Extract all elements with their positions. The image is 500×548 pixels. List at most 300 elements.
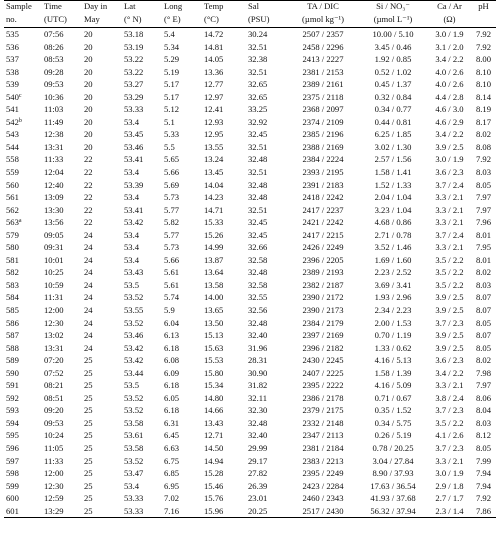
- cell-day-text: 22: [84, 166, 93, 177]
- cell-sal-text: 32.65: [248, 91, 268, 102]
- cell-day: [82, 354, 122, 367]
- cell-lat-text: 53.33: [124, 493, 144, 504]
- cell-long-text: 6.18: [164, 342, 180, 353]
- cell-sample: [4, 492, 42, 505]
- cell-ca-ar-text: 3.1 / 2.0: [435, 41, 464, 52]
- cell-long: [162, 317, 202, 330]
- cell-lat-text: 53.46: [124, 330, 144, 341]
- cell-sal-text: 32.40: [248, 430, 268, 441]
- table-row: [4, 254, 496, 267]
- cell-sal: [246, 229, 288, 242]
- cell-sample-text: 541: [6, 104, 19, 115]
- cell-temp-text: 15.46: [204, 480, 224, 491]
- cell-temp: [202, 379, 246, 392]
- cell-si-no3-text: 0.45 / 1.37: [374, 79, 412, 90]
- cell-sample-text: 579: [6, 229, 19, 240]
- cell-sample-text: 558: [6, 154, 19, 165]
- cell-time-text: 09:20: [44, 405, 64, 416]
- cell-sal-text: 32.51: [248, 141, 268, 152]
- cell-temp: [202, 430, 246, 443]
- cell-long: [162, 467, 202, 480]
- table-row: [4, 179, 496, 192]
- cell-day-text: 25: [84, 367, 93, 378]
- cell-sal: [246, 216, 288, 229]
- cell-lat-text: 53.58: [124, 417, 144, 428]
- cell-sample-text: 590: [6, 367, 19, 378]
- cell-ca-ar-text: 4.4 / 2.8: [435, 91, 464, 102]
- cell-lat-text: 53.42: [124, 355, 144, 366]
- cell-temp-text: 15.80: [204, 367, 224, 378]
- cell-day: [82, 467, 122, 480]
- cell-day-text: 24: [84, 242, 93, 253]
- cell-si-no3-text: 2.57 / 1.56: [374, 154, 412, 165]
- cell-lat-text: 53.42: [124, 342, 144, 353]
- cell-sal: [246, 317, 288, 330]
- cell-ca-ar: [428, 279, 471, 292]
- cell-sal: [246, 66, 288, 79]
- col-header-ca-ar: Ca / Ar: [428, 1, 471, 15]
- cell-ta-dic-text: 2393 / 2195: [302, 166, 344, 177]
- cell-time: [42, 128, 82, 141]
- cell-time-text: 13:29: [44, 505, 64, 516]
- cell-ta-dic-text: 2417 / 2215: [302, 229, 344, 240]
- cell-lat: [122, 442, 162, 455]
- cell-time-text: 13:56: [44, 217, 64, 228]
- cell-long: [162, 430, 202, 443]
- cell-sal: [246, 467, 288, 480]
- cell-sample: [4, 53, 42, 66]
- cell-lat-text: 53.4: [124, 229, 140, 240]
- cell-lat: [122, 78, 162, 91]
- cell-day-text: 25: [84, 430, 93, 441]
- cell-ca-ar: [428, 28, 471, 41]
- cell-ph-text: 8.02: [475, 355, 492, 366]
- table-header: [4, 1, 496, 28]
- cell-sal-text: 32.66: [248, 242, 268, 253]
- cell-si-no3: [358, 229, 428, 242]
- cell-ta-dic: [288, 141, 358, 154]
- col-header-ta-dic: TA / DIC: [288, 1, 358, 15]
- cell-long-text: 6.18: [164, 405, 180, 416]
- cell-ph: [471, 404, 496, 417]
- cell-lat-text: 53.41: [124, 204, 144, 215]
- cell-ph-text: 7.92: [475, 28, 492, 39]
- cell-ta-dic-text: 2517 / 2430: [302, 505, 344, 516]
- cell-day: [82, 342, 122, 355]
- cell-sample-text: 591: [6, 380, 19, 391]
- cell-lat: [122, 304, 162, 317]
- cell-ta-dic: [288, 354, 358, 367]
- cell-ph: [471, 53, 496, 66]
- cell-ca-ar-text: 3.3 / 2.1: [435, 242, 464, 253]
- table-row: [4, 53, 496, 66]
- cell-si-no3-text: 1.33 / 0.62: [374, 342, 412, 353]
- cell-sal: [246, 241, 288, 254]
- cell-day-text: 24: [84, 254, 93, 265]
- cell-temp: [202, 216, 246, 229]
- cell-day: [82, 404, 122, 417]
- cell-long: [162, 480, 202, 493]
- cell-time-text: 08:53: [44, 54, 64, 65]
- cell-sample-text: 536: [6, 41, 19, 52]
- cell-temp: [202, 191, 246, 204]
- cell-lat: [122, 279, 162, 292]
- cell-si-no3-text: 2.34 / 2.23: [374, 305, 412, 315]
- cell-sample-text: 542: [6, 116, 19, 127]
- cell-sample-text: 582: [6, 267, 19, 278]
- cell-ta-dic: [288, 241, 358, 254]
- cell-ph: [471, 78, 496, 91]
- cell-lat: [122, 53, 162, 66]
- col-header-lat: Lat: [122, 1, 162, 15]
- cell-si-no3-text: 1.58 / 1.39: [374, 367, 412, 378]
- cell-si-no3-text: 1.52 / 1.33: [374, 179, 412, 190]
- cell-ca-ar-text: 3.7 / 2.4: [435, 179, 464, 190]
- cell-long-text: 5.4: [164, 28, 175, 39]
- cell-day-text: 25: [84, 505, 93, 516]
- cell-ph: [471, 229, 496, 242]
- cell-sample-text: 588: [6, 342, 19, 353]
- cell-sample-text: 584: [6, 292, 19, 303]
- cell-time: [42, 354, 82, 367]
- cell-si-no3: [358, 455, 428, 468]
- table-body: [4, 28, 496, 518]
- cell-sal-text: 32.51: [248, 166, 268, 177]
- cell-sample: [4, 455, 42, 468]
- cell-ta-dic: [288, 28, 358, 41]
- cell-lat: [122, 229, 162, 242]
- cell-ca-ar-text: 3.6 / 2.3: [435, 355, 464, 366]
- cell-lat-text: 53.19: [124, 41, 144, 52]
- cell-sal: [246, 166, 288, 179]
- cell-temp-text: 14.04: [204, 179, 224, 190]
- cell-long: [162, 279, 202, 292]
- cell-sal: [246, 78, 288, 91]
- cell-ph-text: 8.07: [475, 330, 492, 341]
- cell-temp-text: 14.50: [204, 443, 224, 454]
- cell-time: [42, 179, 82, 192]
- cell-lat: [122, 467, 162, 480]
- table-row: [4, 291, 496, 304]
- cell-day: [82, 254, 122, 267]
- cell-day-text: 24: [84, 279, 93, 290]
- cell-temp-text: 13.58: [204, 279, 224, 290]
- cell-si-no3: [358, 266, 428, 279]
- col-header-long: Long: [162, 1, 202, 15]
- cell-lat: [122, 317, 162, 330]
- cell-long: [162, 216, 202, 229]
- cell-time: [42, 216, 82, 229]
- cell-si-no3-text: 3.02 / 1.30: [374, 141, 412, 152]
- cell-long-text: 6.31: [164, 417, 180, 428]
- cell-day-text: 24: [84, 330, 93, 341]
- cell-ta-dic-text: 2388 / 2169: [302, 141, 344, 152]
- cell-ca-ar-text: 2.7 / 1.7: [435, 493, 464, 504]
- table-row: [4, 204, 496, 217]
- cell-ph: [471, 216, 496, 229]
- cell-ta-dic: [288, 153, 358, 166]
- cell-long-text: 5.29: [164, 54, 180, 65]
- cell-time: [42, 291, 82, 304]
- cell-ph-text: 7.94: [475, 468, 492, 479]
- cell-time-text: 11:31: [44, 292, 64, 303]
- cell-sample: [4, 329, 42, 342]
- cell-sal: [246, 116, 288, 129]
- cell-sal-text: 32.48: [248, 267, 268, 278]
- cell-ph: [471, 367, 496, 380]
- cell-ta-dic: [288, 492, 358, 505]
- cell-sample: [4, 291, 42, 304]
- cell-ph-text: 7.86: [475, 505, 492, 516]
- cell-sal-text: 32.65: [248, 79, 268, 90]
- cell-time: [42, 266, 82, 279]
- cell-si-no3-text: 1.93 / 2.96: [374, 292, 412, 303]
- cell-long-text: 5.61: [164, 279, 180, 290]
- cell-ph-text: 8.05: [475, 317, 492, 328]
- cell-lat-text: 53.4: [124, 254, 140, 265]
- cell-sample: [4, 166, 42, 179]
- cell-time: [42, 116, 82, 129]
- cell-time-text: 07:52: [44, 367, 64, 378]
- cell-ta-dic: [288, 342, 358, 355]
- cell-sal: [246, 28, 288, 41]
- cell-si-no3-text: 0.35 / 1.52: [374, 405, 412, 416]
- cell-day: [82, 66, 122, 79]
- cell-si-no3-text: 0.32 / 0.84: [374, 91, 412, 102]
- cell-lat-text: 53.43: [124, 267, 144, 278]
- cell-ph-text: 8.10: [475, 66, 492, 77]
- cell-temp: [202, 329, 246, 342]
- cell-sal-text: 32.11: [248, 392, 268, 403]
- cell-ca-ar: [428, 304, 471, 317]
- cell-temp-text: 15.53: [204, 355, 224, 366]
- cell-ta-dic-text: 2390 / 2173: [302, 305, 344, 315]
- cell-sal-text: 31.82: [248, 380, 268, 391]
- cell-time: [42, 91, 82, 104]
- cell-long-text: 6.08: [164, 355, 180, 366]
- table-row: [4, 166, 496, 179]
- cell-ph: [471, 492, 496, 505]
- cell-ta-dic: [288, 179, 358, 192]
- cell-long-text: 5.82: [164, 217, 180, 228]
- cell-time: [42, 329, 82, 342]
- cell-lat-text: 53.55: [124, 305, 144, 315]
- cell-time-text: 12:40: [44, 179, 64, 190]
- cell-si-no3-text: 4.68 / 0.86: [374, 217, 412, 228]
- cell-sal-text: 32.48: [248, 192, 268, 203]
- cell-ta-dic: [288, 404, 358, 417]
- cell-long: [162, 455, 202, 468]
- cell-lat: [122, 329, 162, 342]
- cell-ca-ar: [428, 204, 471, 217]
- cell-ta-dic: [288, 291, 358, 304]
- cell-ca-ar: [428, 166, 471, 179]
- cell-temp-text: 13.45: [204, 166, 224, 177]
- cell-si-no3: [358, 191, 428, 204]
- cell-ca-ar: [428, 241, 471, 254]
- cell-ta-dic-text: 2391 / 2183: [302, 179, 344, 190]
- cell-lat-text: 53.46: [124, 141, 144, 152]
- cell-ca-ar: [428, 492, 471, 505]
- cell-day: [82, 103, 122, 116]
- cell-si-no3: [358, 179, 428, 192]
- cell-sal-text: 31.96: [248, 342, 268, 353]
- cell-sample-text: 595: [6, 430, 19, 441]
- cell-ta-dic-text: 2426 / 2249: [302, 242, 344, 253]
- cell-lat-text: 53.4: [124, 480, 140, 491]
- cell-sample-text: 538: [6, 66, 19, 77]
- cell-temp: [202, 442, 246, 455]
- cell-long: [162, 128, 202, 141]
- cell-lat: [122, 116, 162, 129]
- cell-ph: [471, 66, 496, 79]
- cell-temp: [202, 229, 246, 242]
- table-row: [4, 304, 496, 317]
- cell-lat-text: 53.5: [124, 279, 140, 290]
- cell-ph-text: 7.95: [475, 242, 492, 253]
- cell-si-no3-text: 0.34 / 5.75: [374, 417, 412, 428]
- cell-temp-text: 13.65: [204, 305, 224, 315]
- cell-temp: [202, 505, 246, 518]
- cell-ca-ar: [428, 216, 471, 229]
- cell-day: [82, 153, 122, 166]
- cell-sal: [246, 404, 288, 417]
- cell-long: [162, 179, 202, 192]
- cell-temp: [202, 367, 246, 380]
- cell-temp-text: 15.13: [204, 330, 224, 341]
- cell-si-no3: [358, 291, 428, 304]
- cell-ca-ar-text: 3.3 / 2.1: [435, 192, 464, 203]
- cell-long-text: 6.09: [164, 367, 180, 378]
- cell-time: [42, 279, 82, 292]
- cell-day: [82, 116, 122, 129]
- cell-si-no3-text: 6.25 / 1.85: [374, 129, 412, 140]
- cell-lat-text: 53.45: [124, 129, 144, 140]
- cell-temp-text: 13.36: [204, 66, 224, 77]
- cell-si-no3-text: 2.04 / 1.04: [374, 192, 412, 203]
- cell-temp-text: 14.23: [204, 192, 224, 203]
- cell-time-text: 07:20: [44, 355, 64, 366]
- cell-si-no3: [358, 492, 428, 505]
- cell-sal-text: 28.31: [248, 355, 268, 366]
- cell-long-text: 5.65: [164, 154, 180, 165]
- cell-long-text: 5.73: [164, 192, 180, 203]
- cell-sal: [246, 254, 288, 267]
- cell-day-text: 20: [84, 54, 93, 65]
- cell-sal: [246, 492, 288, 505]
- cell-temp-text: 14.81: [204, 41, 224, 52]
- table-row: [4, 342, 496, 355]
- cell-day-text: 25: [84, 355, 93, 366]
- cell-ph-text: 8.04: [475, 405, 492, 416]
- cell-ca-ar-text: 2.9 / 1.8: [435, 480, 464, 491]
- cell-ca-ar-text: 3.0 / 1.9: [435, 468, 464, 479]
- cell-long-text: 5.61: [164, 267, 180, 278]
- cell-long-text: 5.66: [164, 166, 180, 177]
- cell-sample: [4, 91, 42, 104]
- cell-sample: [4, 354, 42, 367]
- cell-lat-text: 53.52: [124, 317, 144, 328]
- cell-time: [42, 342, 82, 355]
- cell-day-text: 22: [84, 154, 93, 165]
- cell-sample: [4, 279, 42, 292]
- cell-sample-text: 594: [6, 417, 19, 428]
- cell-day: [82, 505, 122, 518]
- cell-ta-dic: [288, 417, 358, 430]
- cell-long: [162, 417, 202, 430]
- cell-time-text: 10:36: [44, 91, 64, 102]
- cell-long-text: 6.18: [164, 380, 180, 391]
- cell-temp-text: 15.28: [204, 468, 224, 479]
- cell-lat-text: 53.58: [124, 443, 144, 454]
- cell-ph-text: 8.03: [475, 417, 492, 428]
- cell-temp: [202, 492, 246, 505]
- cell-sample: [4, 467, 42, 480]
- cell-time-text: 12:00: [44, 468, 64, 479]
- cell-time: [42, 417, 82, 430]
- cell-ca-ar-text: 3.0 / 1.9: [435, 154, 464, 165]
- cell-lat-text: 53.4: [124, 166, 140, 177]
- cell-sal: [246, 367, 288, 380]
- cell-si-no3: [358, 78, 428, 91]
- cell-temp-text: 14.05: [204, 54, 224, 65]
- cell-ta-dic-text: 2390 / 2172: [302, 292, 344, 303]
- cell-ta-dic: [288, 279, 358, 292]
- cell-temp-text: 14.66: [204, 405, 224, 416]
- cell-sal: [246, 392, 288, 405]
- cell-temp: [202, 141, 246, 154]
- cell-lat: [122, 254, 162, 267]
- cell-time-text: 13:02: [44, 330, 64, 341]
- cell-time: [42, 480, 82, 493]
- cell-ta-dic-text: 2413 / 2227: [302, 54, 344, 65]
- cell-sample-text: 544: [6, 141, 19, 152]
- cell-si-no3: [358, 204, 428, 217]
- cell-ph: [471, 480, 496, 493]
- measurement-table: [4, 0, 496, 518]
- cell-sal-text: 32.51: [248, 66, 268, 77]
- cell-day-text: 24: [84, 342, 93, 353]
- cell-si-no3: [358, 166, 428, 179]
- col-header-temp: Temp: [202, 1, 246, 15]
- cell-si-no3-text: 3.45 / 0.46: [374, 41, 412, 52]
- cell-ta-dic: [288, 266, 358, 279]
- cell-ca-ar: [428, 266, 471, 279]
- cell-sal: [246, 204, 288, 217]
- cell-long-text: 6.75: [164, 455, 180, 466]
- cell-sample-text: 599: [6, 480, 19, 491]
- cell-ta-dic: [288, 78, 358, 91]
- cell-si-no3-text: 41.93 / 37.68: [370, 493, 416, 504]
- cell-sample-text: 560: [6, 179, 19, 190]
- cell-day-text: 20: [84, 116, 93, 127]
- cell-ta-dic-text: 2396 / 2182: [302, 342, 344, 353]
- cell-ph: [471, 467, 496, 480]
- cell-sal: [246, 179, 288, 192]
- cell-long-text: 6.95: [164, 480, 180, 491]
- cell-sample: [4, 153, 42, 166]
- cell-ca-ar-text: 3.4 / 2.2: [435, 129, 464, 140]
- cell-temp-text: 14.00: [204, 292, 224, 303]
- cell-ph: [471, 329, 496, 342]
- cell-long: [162, 91, 202, 104]
- cell-ca-ar: [428, 317, 471, 330]
- cell-lat: [122, 166, 162, 179]
- cell-long-text: 5.19: [164, 66, 180, 77]
- cell-ph-text: 8.05: [475, 342, 492, 353]
- cell-ph-text: 7.98: [475, 367, 492, 378]
- cell-temp-text: 12.93: [204, 116, 224, 127]
